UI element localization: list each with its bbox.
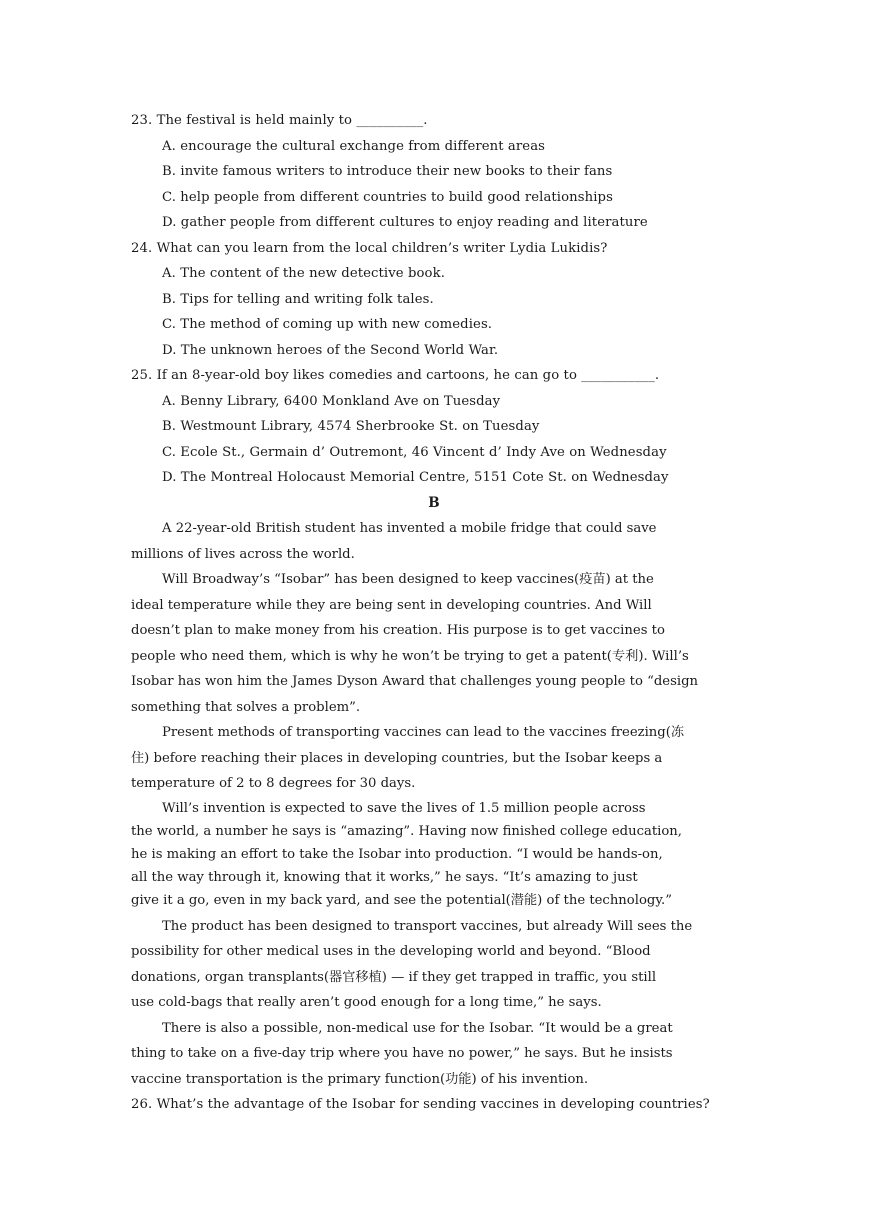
question-24-option-d: D. The unknown heroes of the Second World War.: [162, 342, 499, 358]
paragraph-line: possibility for other medical uses in the developing world and beyond. “Blood: [131, 944, 651, 959]
question-24-option-b: B. Tips for telling and writing folk tales.: [162, 291, 434, 307]
paragraph-line: 住) before reaching their places in developing countries, but the Isobar keeps a: [131, 750, 663, 766]
paragraph-line: thing to take on a five-day trip where you have no power,” he says. But he insists: [131, 1046, 673, 1061]
paragraph-line: Will’s invention is expected to save the lives of 1.5 million people across: [162, 800, 646, 816]
question-24-stem: 24. What can you learn from the local children’s writer Lydia Lukidis?: [131, 240, 608, 256]
passage-paragraph-3: [131, 720, 737, 797]
question-23-option-b: B. invite famous writers to introduce their new books to their fans: [162, 164, 613, 179]
passage-paragraph-2: [131, 567, 737, 720]
paragraph-line: people who need them, which is why he won’t be trying to get a patent(专利). Will’s: [131, 648, 689, 664]
question-23-option-a: A. encourage the cultural exchange from different areas: [162, 138, 546, 154]
section-b-heading: B: [428, 494, 440, 511]
paragraph-line: millions of lives across the world.: [131, 546, 355, 562]
paragraph-line: doesn’t plan to make money from his creation. His purpose is to get vaccines to: [131, 623, 665, 638]
paragraph-line: There is also a possible, non-medical use for the Isobar. “It would be a great: [162, 1020, 673, 1036]
question-25-option-c: C. Ecole St., Germain d’ Outremont, 46 Vincent d’ Indy Ave on Wednesday: [162, 444, 667, 460]
paragraph-line: donations, organ transplants(器官移植) — if they get trapped in traffic, you still: [131, 969, 657, 985]
question-23-stem: 23. The festival is held mainly to __________.: [131, 113, 428, 128]
paragraph-line: he is making an effort to take the Isobar into production. “I would be hands-on,: [131, 846, 663, 862]
question-26-stem: 26. What’s the advantage of the Isobar for sending vaccines in developing countries?: [131, 1097, 710, 1112]
question-23-option-c: C. help people from different countries to build good relationships: [162, 189, 613, 205]
paragraph-line: Isobar has won him the James Dyson Award that challenges young people to “design: [131, 674, 699, 689]
question-24-option-c: C. The method of coming up with new comedies.: [162, 317, 493, 332]
paragraph-line: Will Broadway’s “Isobar” has been designed to keep vaccines(疫苗) at the: [162, 572, 654, 587]
question-25-option-a: A. Benny Library, 6400 Monkland Ave on Tuesday: [162, 393, 501, 409]
paragraph-line: give it a go, even in my back yard, and see the potential(潜能) of the technology.”: [131, 892, 672, 908]
paragraph-line: The product has been designed to transport vaccines, but already Will sees the: [162, 918, 693, 934]
paragraph-line: something that solves a problem”.: [131, 699, 361, 715]
paragraph-line: ideal temperature while they are being sent in developing countries. And Will: [131, 597, 652, 613]
passage-paragraph-4: [131, 797, 737, 912]
paragraph-line: vaccine transportation is the primary function(功能) of his invention.: [131, 1071, 589, 1087]
paragraph-line: all the way through it, knowing that it works,” he says. “It’s amazing to just: [131, 869, 638, 885]
paragraph-line: A 22-year-old British student has invented a mobile fridge that could save: [162, 521, 657, 536]
question-24-option-a: A. The content of the new detective book.: [162, 266, 445, 281]
passage-paragraph-5: [131, 914, 737, 1016]
passage-paragraph-6: [131, 1016, 737, 1093]
document-page: [131, 108, 737, 1118]
paragraph-line: temperature of 2 to 8 degrees for 30 days.: [131, 776, 416, 791]
paragraph-line: use cold-bags that really aren’t good enough for a long time,” he says.: [131, 995, 602, 1010]
paragraph-line: the world, a number he says is “amazing”. Having now finished college education,: [131, 823, 682, 839]
passage-paragraph-1: [131, 516, 737, 567]
question-25-option-d: D. The Montreal Holocaust Memorial Centre, 5151 Cote St. on Wednesday: [162, 470, 669, 485]
question-23-option-d: D. gather people from different cultures to enjoy reading and literature: [162, 215, 648, 230]
paragraph-line: Present methods of transporting vaccines can lead to the vaccines freezing(冻: [162, 725, 685, 740]
question-25-stem: 25. If an 8-year-old boy likes comedies and cartoons, he can go to ___________.: [131, 368, 660, 383]
question-25-option-b: B. Westmount Library, 4574 Sherbrooke St. on Tuesday: [162, 419, 540, 434]
